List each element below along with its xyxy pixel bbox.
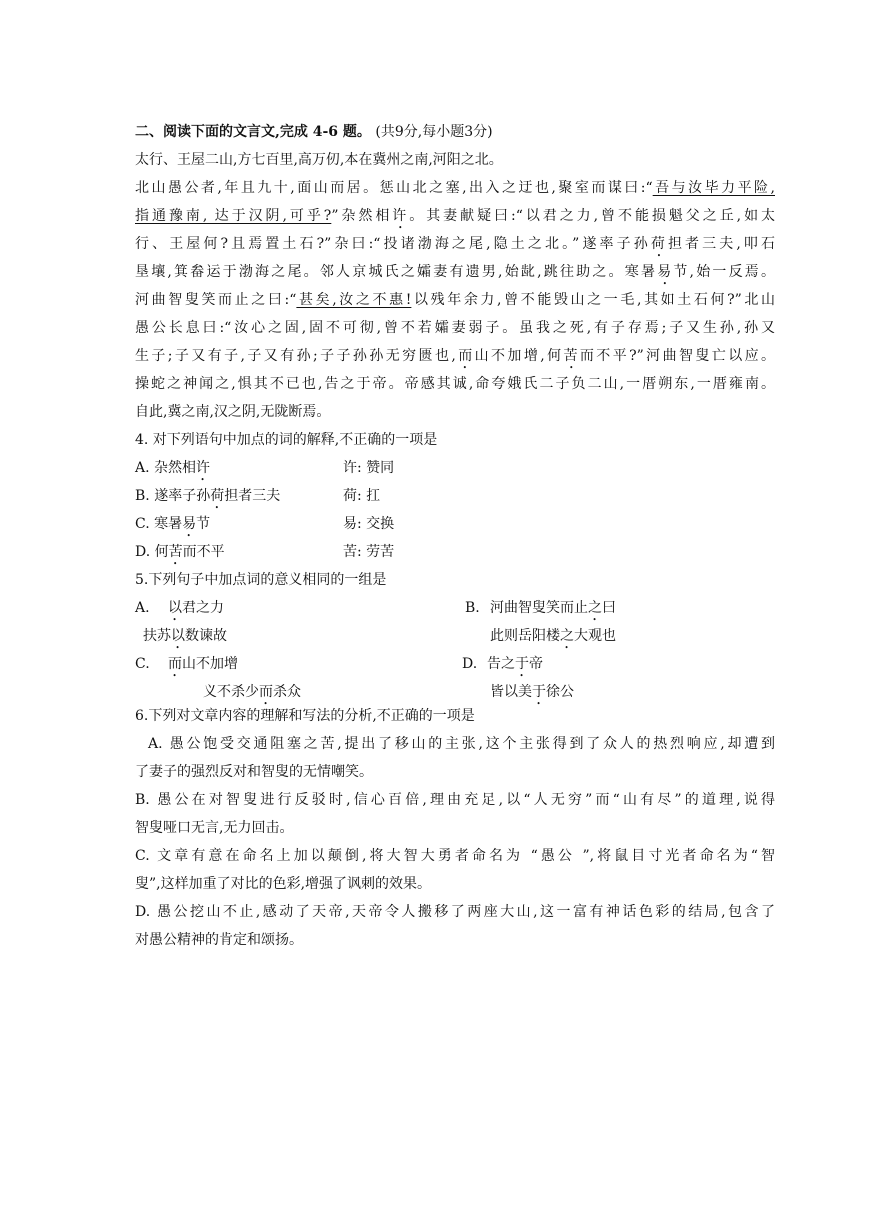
option-text: 数谏故	[185, 628, 227, 644]
q4-gloss-b: 荷: 扛	[343, 488, 381, 504]
passage-text: 生子;子又有子,子又有孙;子子孙孙无穷匮也,	[135, 348, 456, 364]
passage-line-4	[135, 234, 775, 260]
q6-option-a-line-1: A. 愚公饱受交通阻塞之苦,提出了移山的主张,这个主张得到了众人的热烈响应,却遭到	[148, 736, 775, 752]
passage-text: 担者三夫,叩石	[667, 236, 776, 252]
dotted-word: 苦	[563, 348, 580, 364]
q5-b-sentence-1	[490, 598, 616, 624]
q6-option-b-line-1: B. 愚公在对智叟进行反驳时,信心百倍,理由充足,以“人无穷”而“山有尽”的道理,说得	[135, 792, 775, 808]
q5-c-sentence-2	[203, 682, 301, 708]
option-text: 担者三夫	[224, 488, 281, 504]
passage-line-2	[135, 178, 775, 198]
passage-line-5	[135, 262, 775, 288]
q5-a-sentence-1	[168, 598, 224, 624]
dotted-word: 于	[515, 656, 529, 672]
passage-line-7: 愚公长息曰:“汝心之固,固不可彻,曾不若孀妻弱子。虽我之死,有子存焉;子又生孙,孙又	[135, 320, 775, 336]
passage-line-8	[135, 346, 775, 372]
passage-line-9: 操蛇之神闻之,惧其不已也,告之于帝。帝感其诚,命夸娥氏二子负二山,一厝朔东,一厝雍南。	[135, 376, 775, 392]
dotted-word: 易	[182, 516, 197, 532]
q6-option-c-line-1: C. 文章有意在命名上加以颠倒,将大智大勇者命名为 “愚公 ”,将鼠目寸光者命名为“智	[135, 848, 775, 864]
q5-label-a: A.	[135, 600, 150, 616]
underlined-sentence: 甚矣,汝之不惠!	[296, 292, 412, 308]
q4-option-c	[135, 514, 210, 540]
q5-label-d: D.	[462, 656, 478, 672]
option-letter: C.	[135, 516, 155, 532]
underlined-sentence: 吾与汝毕力平险,	[652, 180, 775, 196]
underlined-sentence: 指通豫南, 达于汉阴,可乎?	[135, 208, 332, 224]
option-text: 皆以美	[490, 684, 532, 700]
dotted-word: 许	[196, 460, 211, 476]
passage-text: 以残年余力,曾不能毁山之一毛,其如土石何?”北山	[411, 292, 776, 308]
passage-text: 河曲智叟笑而止之曰:“	[135, 292, 297, 308]
q4-gloss-c: 易: 交换	[343, 516, 395, 532]
option-text: 大观也	[574, 628, 616, 644]
q6-option-d-line-1: D. 愚公挖山不止,感动了天帝,天帝令人搬移了两座大山,这一富有神话色彩的结局,包含了	[135, 904, 775, 920]
q5-a-sentence-2	[143, 626, 227, 652]
dotted-word: 荷	[210, 488, 225, 504]
q6-option-c-line-2: 叟”,这样加重了对比的色彩,增强了讽刺的效果。	[135, 876, 432, 892]
passage-text: 垦壤,箕畚运于渤海之尾。邻人京城氏之孀妻有遗男,始龀,跳往助之。寒暑	[135, 264, 658, 280]
option-text: 君之力	[182, 600, 224, 616]
q5-label-b: B.	[465, 600, 480, 616]
passage-line-10: 自此,冀之南,汉之阴,无陇断焉。	[135, 404, 331, 420]
section-heading-line	[135, 122, 775, 142]
passage-text: 而不平?”河曲智叟亡以应。	[579, 348, 776, 364]
option-text: 何	[154, 544, 169, 560]
option-letter: A.	[135, 460, 155, 476]
dotted-word: 以	[171, 628, 185, 644]
dotted-word: 而	[455, 348, 475, 364]
score-note: (共9分,每小题3分)	[375, 124, 493, 140]
q4-option-b	[135, 486, 280, 512]
option-text: 此则岳阳楼	[490, 628, 560, 644]
option-text: 节	[196, 516, 211, 532]
q6-option-d-line-2: 对愚公精神的肯定和颂扬。	[135, 932, 303, 948]
passage-text: 山不加增,何	[474, 348, 564, 364]
passage-line-3	[135, 206, 775, 232]
option-text: 徐公	[546, 684, 574, 700]
option-text: 曰	[602, 600, 616, 616]
option-text: 帝	[529, 656, 543, 672]
dotted-word: 之	[588, 600, 602, 616]
dotted-word: 而	[259, 684, 273, 700]
q5-d-sentence-1	[487, 654, 543, 680]
q4-gloss-d: 苦: 劳苦	[343, 544, 395, 560]
passage-text: 。其妻献疑曰:“以君之力,曾不能损魁父之丘,如太	[409, 208, 776, 224]
option-text: 寒暑	[154, 516, 183, 532]
option-letter: B.	[135, 488, 155, 504]
passage-text: 行、王屋何?且焉置土石?”杂曰:“投诸渤海之尾,隐土之北。”遂率子孙	[135, 236, 651, 252]
q6-option-b-line-2: 智叟哑口无言,无力回击。	[135, 820, 294, 836]
q5-label-c: C.	[135, 656, 150, 672]
q5-c-sentence-1	[168, 654, 238, 680]
option-text: 义不杀少	[203, 684, 259, 700]
passage-text: 北山愚公者,年且九十,面山而居。惩山北之塞,出入之迂也,聚室而谋曰:“	[135, 180, 653, 196]
option-text: 山不加增	[182, 656, 238, 672]
q6-option-a-line-2: 了妻子的强烈反对和智叟的无情嘲笑。	[135, 764, 373, 780]
option-text: 扶苏	[143, 628, 171, 644]
dotted-word: 于	[532, 684, 546, 700]
option-text: 河曲智叟笑而止	[490, 600, 588, 616]
option-text: 而不平	[182, 544, 225, 560]
q4-option-a	[135, 458, 210, 484]
section-heading: 二、阅读下面的文言文,完成 4-6 题。	[135, 124, 371, 140]
passage-text: 节,始一反焉。	[673, 264, 775, 280]
option-text: 杀众	[273, 684, 301, 700]
dotted-word: 以	[168, 600, 182, 616]
q4-option-d	[135, 542, 225, 568]
q5-b-sentence-2	[490, 626, 616, 652]
option-text: 告之	[487, 656, 515, 672]
dotted-word: 苦	[168, 544, 183, 560]
dotted-word: 许	[392, 208, 410, 224]
option-letter: D.	[135, 544, 155, 560]
q4-gloss-a: 许: 赞同	[343, 460, 395, 476]
passage-text: ”杂然相	[331, 208, 393, 224]
dotted-word: 易	[657, 264, 674, 280]
dotted-word: 而	[168, 656, 182, 672]
question-6-stem: 6.下列对文章内容的理解和写法的分析,不正确的一项是	[135, 708, 475, 724]
passage-line-1: 太行、王屋二山,方七百里,高万仞,本在冀州之南,河阳之北。	[135, 152, 503, 168]
option-text: 杂然相	[154, 460, 197, 476]
dotted-word: 荷	[650, 236, 668, 252]
dotted-word: 之	[560, 628, 574, 644]
q5-d-sentence-2	[490, 682, 574, 708]
question-4-stem: 4. 对下列语句中加点的词的解释,不正确的一项是	[135, 432, 438, 448]
question-5-stem: 5.下列句子中加点词的意义相同的一组是	[135, 572, 387, 588]
passage-line-6	[135, 290, 775, 310]
option-text: 遂率子孙	[154, 488, 211, 504]
